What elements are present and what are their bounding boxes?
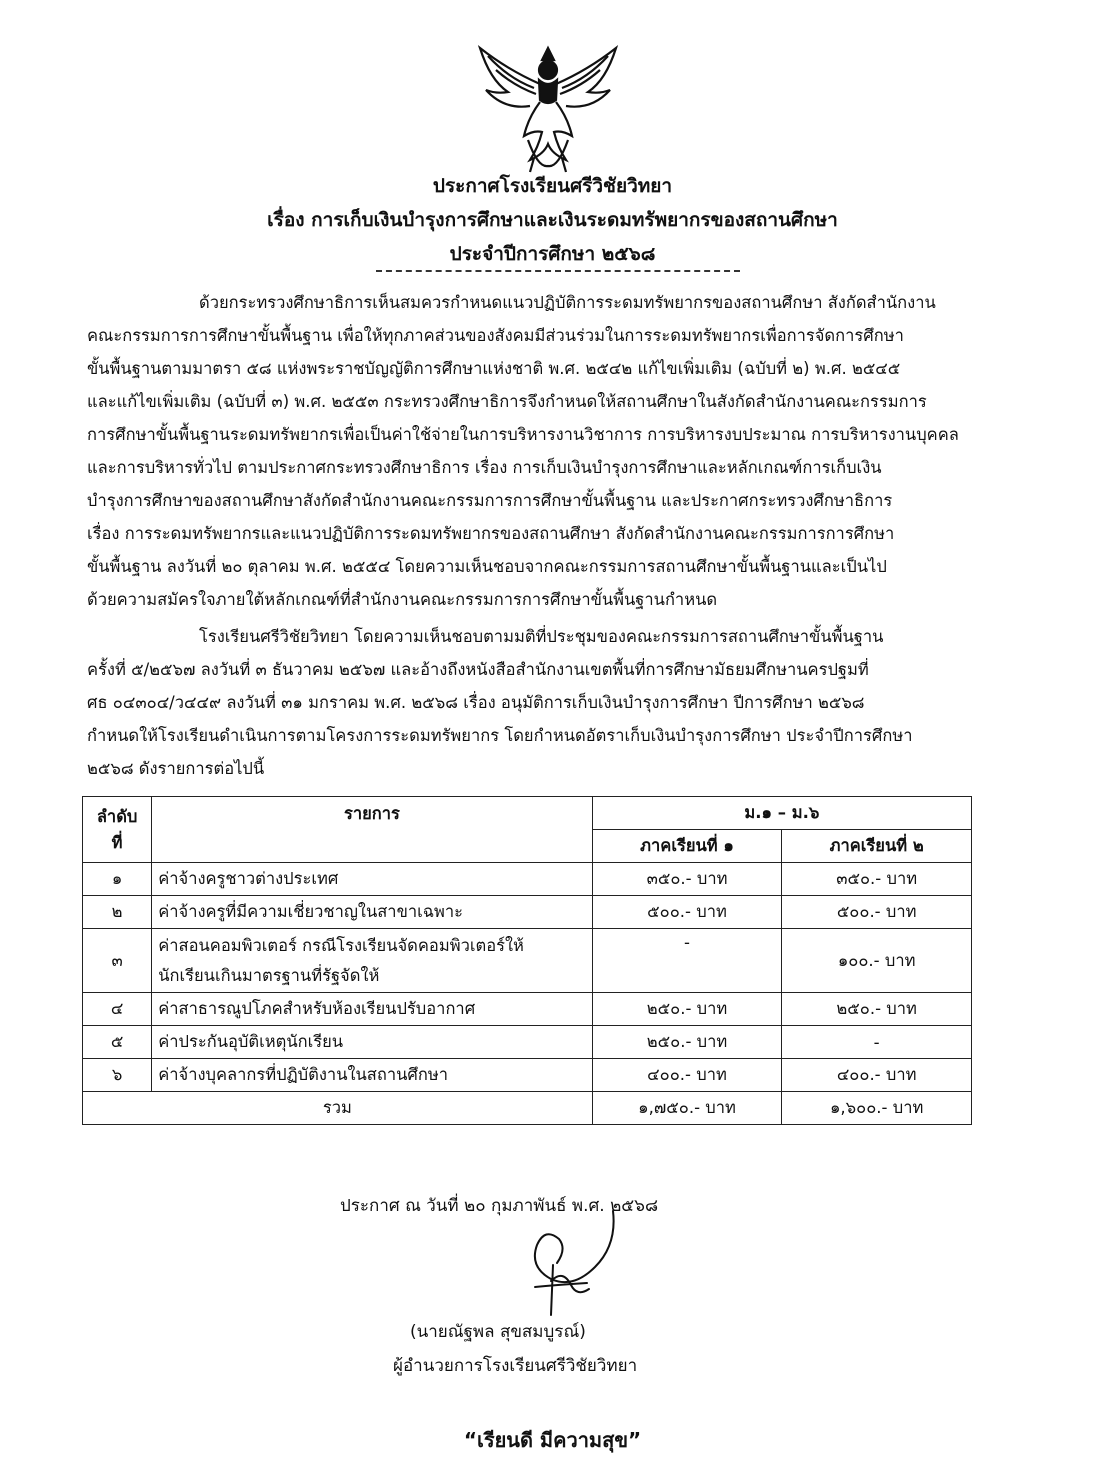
row-item: ค่าประกันอุบัติเหตุนักเรียน [152,1026,592,1059]
row-item-line: นักเรียนเกินมาตรฐานที่รัฐจัดให้ [158,965,380,985]
announce-date: ประกาศ ณ วันที่ ๒๐ กุมภาพันธ์ พ.ศ. ๒๕๖๘ [340,1196,659,1216]
text-line: บำรุงการศึกษาของสถานศึกษาสังกัดสำนักงานคณะกรรมการการศึกษาขั้นพื้นฐาน และประกาศกระทรวงศึกษาธิการ [87,491,893,510]
table-row [83,1059,972,1092]
text-line: ขั้นพื้นฐาน ลงวันที่ ๒๐ ตุลาคม พ.ศ. ๒๕๕๔ โดยความเห็นชอบจากคณะกรรมการสถานศึกษาขั้นพื้นฐานและเป็นไป [87,557,887,576]
text-line: ด้วยกระทรวงศึกษาธิการเห็นสมควรกำหนดแนวปฏิบัติการระดมทรัพยากรของสถานศึกษา สังกัดสำนักงาน [199,293,936,312]
text-line: คณะกรรมการการศึกษาขั้นพื้นฐาน เพื่อให้ทุกภาคส่วนของสังคมมีส่วนร่วมในการระดมทรัพยากรเพื่อการจัดการศึกษา [87,326,904,345]
text-line: ๒๕๖๘ ดังรายการต่อไปนี้ [87,759,265,778]
row-term2: - [782,1026,972,1059]
row-no: ๒ [83,896,152,929]
row-term1: ๒๕๐.- บาท [592,1026,782,1059]
header-item: รายการ [152,797,592,863]
title-divider [376,270,740,272]
signer-position: ผู้อำนวยการโรงเรียนศรีวิชัยวิทยา [393,1356,638,1376]
table-row [83,929,972,993]
table-row [83,993,972,1026]
row-no: ๔ [83,993,152,1026]
text-line: ด้วยความสมัครใจภายใต้หลักเกณฑ์ที่สำนักงานคณะกรรมการการศึกษาขั้นพื้นฐานกำหนด [87,590,718,609]
row-term1: ๒๕๐.- บาท [592,993,782,1026]
table-header-row [83,797,972,830]
table-row [83,1026,972,1059]
total-term2: ๑,๖๐๐.- บาท [782,1092,972,1125]
fee-table [82,796,972,1125]
row-term2: ๕๐๐.- บาท [782,896,972,929]
text-line: ศธ ๐๔๓๐๔/ว๔๔๙ ลงวันที่ ๓๑ มกราคม พ.ศ. ๒๕๖๘ เรื่อง อนุมัติการเก็บเงินบำรุงการศึกษา ปีการศึกษา ๒๕๖๘ [87,693,865,712]
row-term1: ๔๐๐.- บาท [592,1059,782,1092]
row-item: ค่าสาธารณูปโภคสำหรับห้องเรียนปรับอากาศ [152,993,592,1026]
header-term2: ภาคเรียนที่ ๒ [782,830,972,863]
text-line: ขั้นพื้นฐานตามมาตรา ๕๘ แห่งพระราชบัญญัติการศึกษาแห่งชาติ พ.ศ. ๒๕๔๒ แก้ไขเพิ่มเติม (ฉบับที่ ๒) พ.ศ. ๒๕๔๕ [87,359,901,378]
garuda-emblem-icon [468,40,628,175]
announcement-subject: เรื่อง การเก็บเงินบำรุงการศึกษาและเงินระดมทรัพยากรของสถานศึกษา [267,209,838,231]
text-line: เรื่อง การระดมทรัพยากรและแนวปฏิบัติการระดมทรัพยากรของสถานศึกษา สังกัดสำนักงานคณะกรรมการการศึกษา [87,524,895,543]
paragraph-intro [87,286,1007,616]
row-term1: - [592,929,782,993]
header-term1: ภาคเรียนที่ ๑ [592,830,782,863]
row-item: ค่าจ้างครูที่มีความเชี่ยวชาญในสาขาเฉพาะ [152,896,592,929]
header-grade: ม.๑ – ม.๖ [592,797,971,830]
row-term2: ๓๕๐.- บาท [782,863,972,896]
text-line: และแก้ไขเพิ่มเติม (ฉบับที่ ๓) พ.ศ. ๒๕๕๓ กระทรวงศึกษาธิการจึงกำหนดให้สถานศึกษาในสังกัดสำนักงานคณะกรรมการ [87,392,927,411]
row-item [152,929,592,993]
paragraph-resolution [87,620,1007,785]
total-label: รวม [83,1092,593,1125]
handwritten-signature [495,1205,645,1320]
total-term1: ๑,๗๕๐.- บาท [592,1092,782,1125]
row-term1: ๕๐๐.- บาท [592,896,782,929]
row-term2: ๑๐๐.- บาท [782,929,972,993]
row-no: ๕ [83,1026,152,1059]
row-item-line: ค่าสอนคอมพิวเตอร์ กรณีโรงเรียนจัดคอมพิวเตอร์ให้ [158,935,524,955]
text-line: และการบริหารทั่วไป ตามประกาศกระทรวงศึกษาธิการ เรื่อง การเก็บเงินบำรุงการศึกษาและหลักเกณฑ์การเก็บเงิน [87,458,882,477]
row-no: ๑ [83,863,152,896]
text-line: โรงเรียนศรีวิชัยวิทยา โดยความเห็นชอบตามมติที่ประชุมของคณะกรรมการสถานศึกษาขั้นพื้นฐาน [199,627,884,646]
row-term2: ๔๐๐.- บาท [782,1059,972,1092]
header-no: ลำดับ ที่ [83,797,152,863]
text-line: ครั้งที่ ๕/๒๕๖๗ ลงวันที่ ๓ ธันวาคม ๒๕๖๗ และอ้างถึงหนังสือสำนักงานเขตพื้นที่การศึกษามัธยมศึกษานครปฐมที่ [87,660,869,679]
row-term2: ๒๕๐.- บาท [782,993,972,1026]
table-row [83,896,972,929]
row-term1: ๓๕๐.- บาท [592,863,782,896]
academic-year-line: ประจำปีการศึกษา ๒๕๖๘ [449,243,656,265]
text-line: การศึกษาขั้นพื้นฐานระดมทรัพยากรเพื่อเป็นค่าใช้จ่ายในการบริหารงานวิชาการ การบริหารงบประมาณ การบริหารงานบุคคล [87,425,959,444]
school-motto: “เรียนดี มีความสุข” [463,1428,642,1452]
row-no: ๖ [83,1059,152,1092]
row-item: ค่าจ้างครูชาวต่างประเทศ [152,863,592,896]
table-total-row [83,1092,972,1125]
signer-name: (นายณัฐพล สุขสมบูรณ์) [410,1322,586,1342]
text-line: กำหนดให้โรงเรียนดำเนินการตามโครงการระดมทรัพยากร โดยกำหนดอัตราเก็บเงินบำรุงการศึกษา ประจำปีการศึกษา [87,726,913,745]
row-item: ค่าจ้างบุคลากรที่ปฏิบัติงานในสถานศึกษา [152,1059,592,1092]
announcement-title: ประกาศโรงเรียนศรีวิชัยวิทยา [432,175,673,197]
table-row [83,863,972,896]
row-no: ๓ [83,929,152,993]
